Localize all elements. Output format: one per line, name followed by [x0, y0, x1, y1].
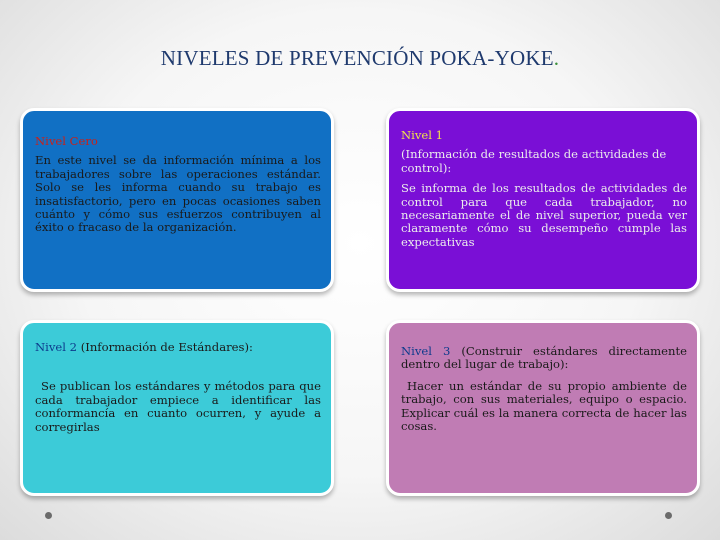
- panel-nivel-1: [386, 108, 700, 292]
- bullet-dot-left: [45, 512, 52, 519]
- panel-heading: Nivel 2: [35, 340, 78, 354]
- panel-heading-line: [35, 341, 321, 354]
- panel-heading: Nivel 3: [401, 344, 451, 358]
- panel-nivel-3: [386, 320, 700, 496]
- panel-body: Hacer un estándar de su propio ambiente de trabajo, con sus materiales, equipo o espacio. Explicar cuál es la manera correcta de hacer las cosas.: [401, 378, 687, 434]
- panel-heading-rest: (Información de Estándares):: [77, 340, 253, 354]
- panel-heading: Nivel Cero: [35, 134, 98, 148]
- panel-subheading: (Información de resultados de actividades de control):: [401, 147, 667, 175]
- panel-body: En este nivel se da información mínima a los trabajadores sobre las operaciones estándar. Solo se les informa cuando su trabajo es insatisfactorio, pero en pocas ocasiones saben cuánto y cómo sus esfuerzos contribuyen al éxito o fracaso de la organización.: [35, 153, 321, 235]
- panel-nivel-cero: [20, 108, 334, 292]
- bullet-dot-right: [665, 512, 672, 519]
- panel-nivel-2: [20, 320, 334, 496]
- panel-heading-rest: (Construir estándares directamente dentro del lugar de trabajo):: [401, 344, 687, 372]
- slide-title: [0, 46, 720, 71]
- slide-title-text: NIVELES DE PREVENCIÓN POKA-YOKE: [160, 46, 554, 70]
- panel-heading-line: [401, 345, 687, 372]
- panel-body: Se informa de los resultados de actividades de control para que cada trabajador, no necesariamente el de nivel superior, pueda ver claramente cómo su desempeño cumple las expectativas: [401, 181, 687, 249]
- panel-heading: Nivel 1: [401, 128, 444, 142]
- slide-title-dot: .: [553, 46, 560, 70]
- panel-body: Se publican los estándares y métodos para que cada trabajador empiece a identificar las conformancía en cuanto ocurren, y ayude a corregirlas: [35, 379, 321, 434]
